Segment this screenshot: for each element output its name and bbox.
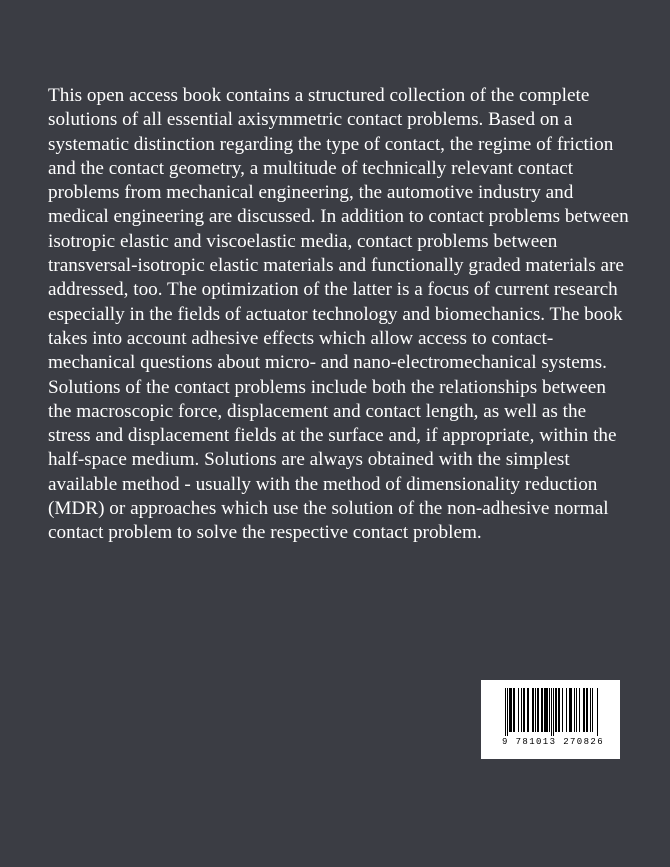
- isbn-barcode: [481, 680, 620, 759]
- barcode-bar: [590, 688, 591, 732]
- barcode-bar: [511, 688, 512, 732]
- barcode-bar: [514, 688, 515, 732]
- book-description: This open access book contains a structured collection of the complete solutions of all essential axisymmetric contact problems. Based on a systematic distinction regarding the type of contact, the regime of friction and the contact geometry, a multitude of technically relevant contact problems from mechanical engineering, the automotive industry and medical engineering are discussed. In addition to contact problems between isotropic elastic and viscoelastic media, contact problems between transversal-isotropic elastic materials and functionally graded materials are addressed, too. The optimization of the latter is a focus of current research especially in the fields of actuator technology and biomechanics. The book takes into account adhesive effects which allow access to contact-mechanical questions about micro- and nano-electromechanical systems. Solutions of the contact problems include both the relationships between the macroscopic force, displacement and contact length, as well as the stress and displacement fields at the surface and, if appropriate, within the half-space medium. Solutions are always obtained with the simplest available method - usually with the method of dimensionality reduction (MDR) or approaches which use the solution of the non-adhesive normal contact problem to solve the respective contact problem.: [48, 85, 629, 544]
- barcode-bar: [576, 688, 577, 732]
- barcode-bar: [558, 688, 559, 732]
- barcode-bar: [521, 688, 522, 732]
- barcode-bar: [587, 688, 588, 732]
- barcode-bar: [527, 688, 528, 732]
- barcode-bar: [553, 688, 554, 736]
- barcode-bar: [592, 688, 593, 732]
- barcode-bar: [569, 688, 570, 732]
- barcode-bar: [586, 688, 587, 732]
- barcode-bar: [555, 688, 556, 732]
- barcode-bar: [546, 688, 547, 732]
- barcode-bar: [505, 688, 506, 736]
- barcode-bar: [541, 688, 542, 732]
- barcode-bar: [551, 688, 552, 736]
- barcode-bars: [505, 688, 599, 736]
- barcode-bar: [535, 688, 536, 732]
- isbn-digits: 9 781013 270826: [501, 737, 604, 747]
- barcode-bar: [583, 688, 584, 732]
- barcode-bar: [523, 688, 524, 732]
- barcode-bar: [574, 688, 575, 732]
- barcode-bar: [547, 688, 548, 732]
- barcode-bar: [542, 688, 543, 732]
- barcode-bar: [597, 688, 598, 736]
- barcode-bar: [518, 688, 519, 732]
- barcode-bar: [559, 688, 560, 732]
- barcode-bar: [544, 688, 545, 732]
- barcode-bar: [524, 688, 525, 732]
- barcode-bar: [566, 688, 567, 732]
- barcode-bar: [556, 688, 557, 732]
- barcode-bar: [528, 688, 529, 732]
- barcode-bar: [571, 688, 572, 732]
- barcode-bar: [533, 688, 534, 732]
- barcode-bar: [509, 688, 510, 732]
- barcode-bar: [584, 688, 585, 732]
- barcode-bar: [532, 688, 533, 732]
- barcode-bar: [507, 688, 508, 736]
- barcode-bar: [545, 688, 546, 732]
- barcode-bar: [579, 688, 580, 732]
- barcode-bar: [513, 688, 514, 732]
- barcode-bar: [562, 688, 563, 732]
- barcode-bar: [570, 688, 571, 732]
- barcode-bar: [510, 688, 511, 732]
- barcode-bar: [538, 688, 539, 732]
- barcode-bar: [537, 688, 538, 732]
- barcode-bar: [549, 688, 550, 732]
